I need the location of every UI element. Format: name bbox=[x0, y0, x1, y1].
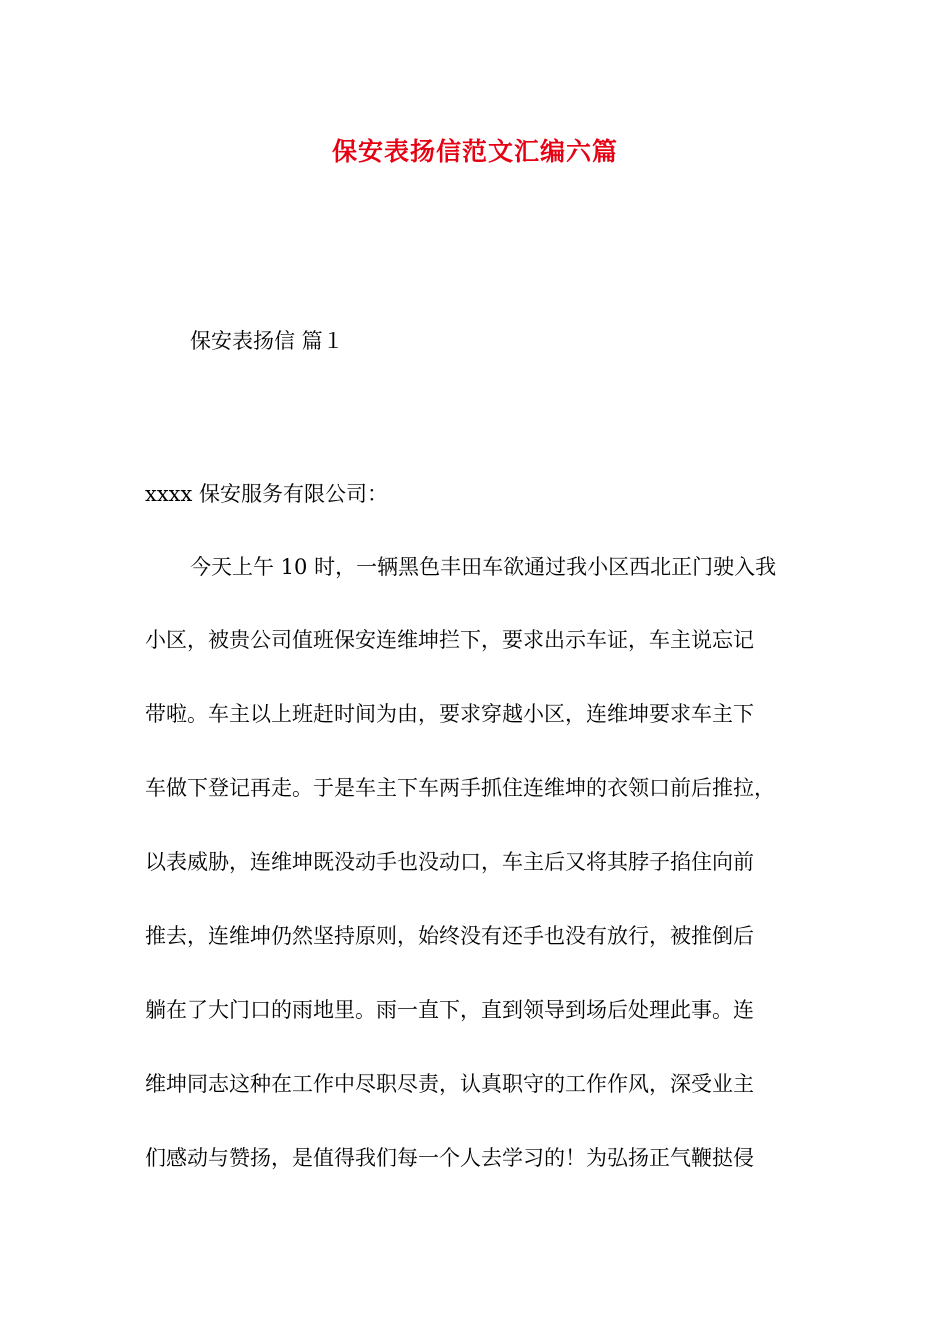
body-line: 躺在了大门口的雨地里。雨一直下，直到领导到场后处理此事。连 bbox=[145, 998, 754, 1022]
body-line: 小区，被贵公司值班保安连维坤拦下，要求出示车证，车主说忘记 bbox=[145, 628, 754, 652]
body-line: 维坤同志这种在工作中尽职尽责，认真职守的工作作风，深受业主 bbox=[145, 1072, 754, 1096]
body-line: 带啦。车主以上班赶时间为由，要求穿越小区，连维坤要求车主下 bbox=[145, 702, 754, 726]
document-title: 保安表扬信范文汇编六篇 bbox=[331, 137, 618, 166]
body-line: 车做下登记再走。于是车主下车两手抓住连维坤的衣领口前后推拉， bbox=[145, 776, 775, 800]
body-line: 们感动与赞扬，是值得我们每一个人去学习的！为弘扬正气鞭挞侵 bbox=[145, 1146, 754, 1170]
body-line: 推去，连维坤仍然坚持原则，始终没有还手也没有放行，被推倒后 bbox=[145, 924, 754, 948]
body-line: 今天上午 10 时，一辆黑色丰田车欲通过我小区西北正门驶入我 bbox=[190, 555, 777, 579]
letter-salutation: xxxx 保安服务有限公司： bbox=[145, 482, 389, 506]
body-line: 以表威胁，连维坤既没动手也没动口，车主后又将其脖子掐住向前 bbox=[145, 850, 754, 874]
section-heading: 保安表扬信 篇１ bbox=[190, 329, 344, 353]
